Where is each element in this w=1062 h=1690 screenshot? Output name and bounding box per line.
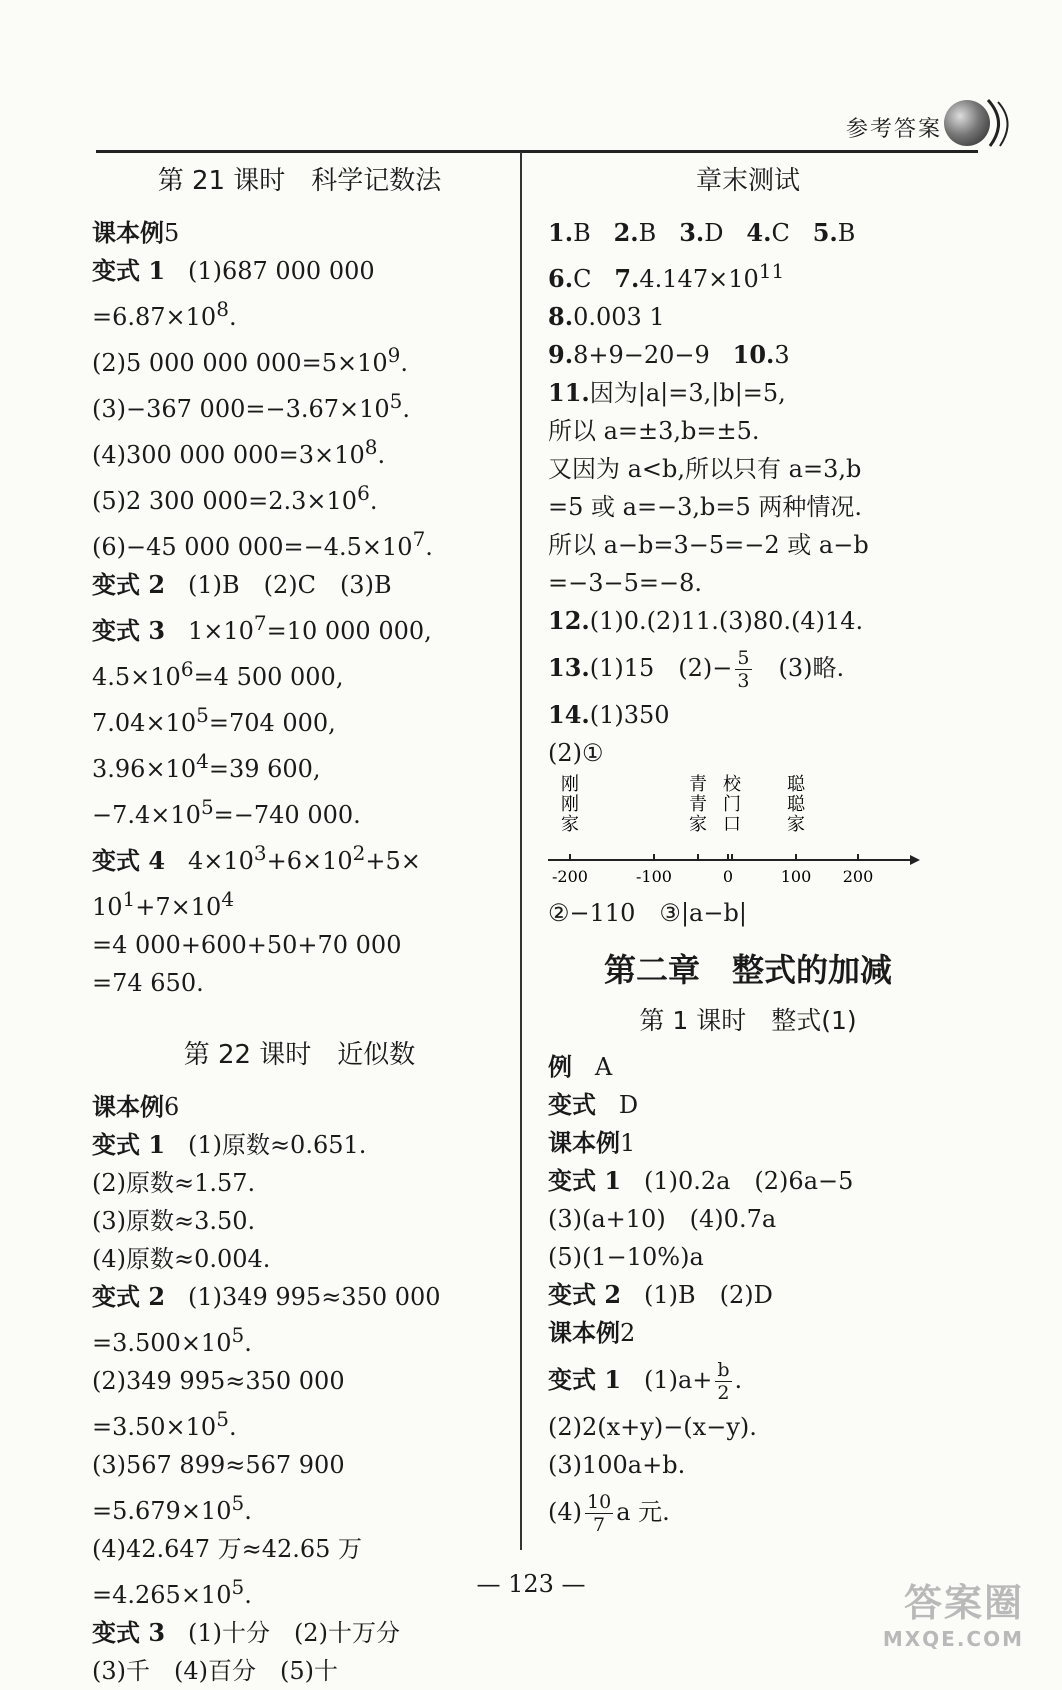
page-number: — 123 — [476,1570,586,1598]
answer-12: 12.(1)0.(2)11.(3)80.(4)14. [548,606,864,635]
location-label-char: 青 [689,774,707,795]
watermark-logo: 答案圈 MXQE.COM [882,1581,1024,1651]
approx-variant1-line4: (4)原数≈0.004. [92,1245,271,1273]
approx-variant3-line2: (3)千 (4)百分 (5)十 [92,1657,338,1685]
variant3-line1: 变式 3 $1\times 10^7=10$ 000 000, [92,611,432,645]
variant4-line1: 变式 4 $4\times 10^3+6\times 10^2+5\times$ [92,841,421,875]
fraction-5-3: $\frac{5}{3}$ [737,647,750,692]
textbook-example-2: 课本例2 [548,1318,636,1347]
answers-1-5: 1.B 2.B 3.D 4.C 5.B [548,218,856,247]
fraction-b-2: $\frac{b}{2}$ [717,1359,730,1404]
lesson22-title: 第 22 课时 近似数 [183,1040,416,1070]
answer-13: 13.(1)15 (2)− $\frac{5}{3}$ (3)略. [548,647,845,692]
column-divider [520,152,522,1550]
variant4-line2: $10^1+7\times 10^4$ [92,887,235,921]
location-label-char: 刚 [561,794,579,815]
location-label-char: 校 [723,774,741,795]
location-label-char: 口 [723,814,741,835]
variant1-line2: $=6.87\times 10^8$. [92,297,237,331]
expr2-variant1-line2: (2)2(x+y)−(x−y). [548,1413,757,1441]
location-label-char: 刚 [561,774,579,795]
expr-variant1-line3: (5)(1−10%)a [548,1243,704,1271]
answer-11-line1: 11.因为|a|=3,|b|=5, [548,378,786,407]
location-label-char: 聪 [787,794,805,815]
expr-variant1-line1: 变式 1 (1)0.2a (2)6a−5 [548,1166,854,1195]
right-column [548,152,948,1540]
lesson21-title: 第 21 课时 科学记数法 [157,166,442,196]
answer-14-line2: (2)① [548,739,604,767]
variant3-line5: $-7.4\times 10^5=-740$ 000. [92,795,361,829]
approx-variant1-line1: 变式 1 (1)原数≈0.651. [92,1130,367,1159]
chapter2-title: 第二章 整式的加减 [603,951,892,989]
number-line-arrow [910,855,920,865]
tick-label: -100 [636,867,672,886]
approx-variant1-line3: (3)原数≈3.50. [92,1207,256,1235]
expr2-variant1-line1: 变式 1 (1)a+ $\frac{b}{2}$ . [548,1359,743,1404]
variant1-line4: (3)−367 $000=-3.67\times 10^5$. [92,389,411,423]
swoosh-icon [982,96,1018,150]
example-answer: 例 A [548,1052,613,1081]
approx-variant2-line4: $=3.50\times 10^5$. [92,1407,237,1441]
answer-11-line4: =5 或 a=−3,b=5 两种情况. [548,493,863,521]
answer-14-line3: ②−110 ③|a−b| [548,899,747,927]
approx-variant3-line1: 变式 3 (1)十分 (2)十万分 [92,1618,400,1647]
tick-label: 200 [842,867,874,886]
chapter-test-title: 章末测试 [695,166,800,196]
location-label-char: 家 [787,814,805,835]
answer-11-line2: 所以 a=±3,b=±5. [548,417,760,445]
location-label-char: 家 [561,814,579,835]
variant1-line5: (4)300 000 $000=3\times 10^8$. [92,435,386,469]
variant1-line3: (2)5 000 000 $000=5\times 10^9$. [92,343,408,377]
variant4-line4: =74 650. [92,969,204,997]
location-label-char: 青 [689,794,707,815]
variant1-line6: (5)2 300 $000=2.3\times 10^6$. [92,481,378,515]
textbook-example-5: 课本例5 [92,218,180,247]
variant3-line3: $7.04\times 10^5=704$ 000, [92,703,336,737]
answer-11-line5: 所以 a−b=3−5=−2 或 a−b [548,531,869,559]
expr-variant2: 变式 2 (1)B (2)D [548,1280,773,1309]
answer-11-line3: 又因为 a<b,所以只有 a=3,b [548,455,862,483]
variant3-line4: $3.96\times 10^4=39$ 600, [92,749,321,783]
expr2-variant1-line3: (3)100a+b. [548,1451,686,1479]
variant1-line1: 变式 1 (1)687 000 000 [92,256,375,285]
variant2: 变式 2 (1)B (2)C (3)B [92,570,392,599]
variant3-line2: $4.5\times 10^6=4$ 500 000, [92,657,344,691]
header-tag: 参考答案 [845,117,942,142]
answer-14-line1: 14.(1)350 [548,700,670,729]
textbook-example-1: 课本例1 [548,1128,636,1157]
approx-variant1-line2: (2)原数≈1.57. [92,1169,256,1197]
answers-6-7: 6.C $7.4.147\times 10^{11}$ [548,259,785,293]
approx-variant2-line5: (3)567 899≈567 900 [92,1451,345,1479]
fraction-10-7: $\frac{10}{7}$ [587,1491,612,1536]
tick-label: 100 [780,867,812,886]
expr-variant1-line2: (3)(a+10) (4)0.7a [548,1205,777,1233]
expr2-variant1-line4: (4) $\frac{10}{7}$ a 元. [548,1491,670,1536]
tick-label: -200 [552,867,588,886]
textbook-example-6: 课本例6 [92,1092,180,1121]
tick-label: 0 [722,867,734,886]
approx-variant2-line1: 变式 2 (1)349 995≈350 000 [92,1282,441,1311]
location-label-char: 家 [689,814,707,835]
approx-variant2-line2: $=3.500\times 10^5$. [92,1323,252,1357]
number-line-diagram [548,772,948,894]
location-label-char: 聪 [787,774,805,795]
variant-answer: 变式 D [548,1090,639,1119]
approx-variant2-line7: (4)42.647 万≈42.65 万 [92,1535,363,1563]
answers-9-10: 9.8+9−20−9 10.3 [548,340,790,369]
approx-variant2-line8: $=4.265\times 10^5$. [92,1575,252,1609]
approx-variant2-line3: (2)349 995≈350 000 [92,1367,345,1395]
location-label-char: 门 [723,794,741,815]
variant1-line7: (6)−45 000 $000=-4.5\times 10^7$. [92,527,433,561]
left-column [92,152,507,1690]
approx-variant2-line6: $=5.679\times 10^5$. [92,1491,252,1525]
variant4-line3: =4 000+600+50+70 000 [92,931,402,959]
answer-11-line6: =−3−5=−8. [548,569,702,597]
answer-8: 8.0.003 1 [548,302,665,331]
lesson1-title: 第 1 课时 整式(1) [639,1006,857,1035]
